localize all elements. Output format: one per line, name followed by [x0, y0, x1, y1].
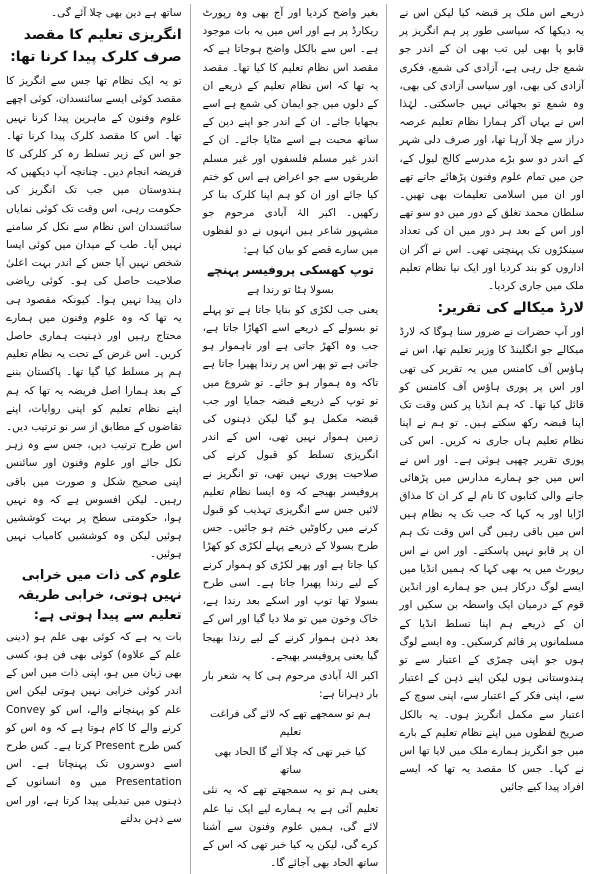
column-middle [203, 4, 388, 874]
column-right [399, 4, 584, 874]
paragraph: بغیر واضح کردیا اور آج بھی وہ رپورٹ ریکارڈ پر ہے اور اس میں یہ بات موجود ہے۔ اس سے بالکل واضح ہوجاتا ہے کہ مقصد اس نظام تعلیم کا کیا تھا۔ مقصد یہ تھا کہ اس نظام تعلیم کے ذریعے ان کے دلوں میں جو ایمان کی شمع ہے اسے بجھایا جائے۔ ان کے اندر جو اپنے دین کے ساتھ محبت ہے اسے مٹایا جائے۔ ان کے اندر غیر مسلم فلسفوں اور غیر مسلم طریقوں سے جو اعراض ہے اس کو ختم کیا جائے اور ان کو ہم اپنا کلرک بنا کر رکھیں۔ اکبر الہٰ آبادی مرحوم جو مشہور شاعر ہیں انہوں نے دو لفظوں میں سارے قصے کو بیان کیا ہے: [202, 7, 379, 256]
paragraph: یعنی ہم تو یہ سمجھتے تھے کہ یہ نئی تعلیم آئی ہے یہ ہمارے لیے ایک نیا علم لائے گی، ہمیں علوم وفنون سے آشنا کرے گی، لیکن یہ کیا خبر تھی کہ اس کے ساتھ الحاد بھی آجائے گا۔ [202, 784, 379, 870]
paragraph: ساتھ ہے دین بھی چلا آئے گی۔ [51, 7, 182, 19]
paragraph: ذریعے اس ملک پر قبضہ کیا لیکن اس نے یہ دیکھا کہ سیاسی طور پر ہم انگریز پر قابو پا بھی لیں تب بھی ان کے اندر جو شمع جل رہی ہے، آزادی کی شمع، فکری آزادی کی بھی، اور سیاسی آزادی کی بھی، وہ شمع تو بجھائی نہیں جاسکتی۔ لہٰذا اس نے یہاں آکر ہمارا نظام تعلیم عرصہ دراز سے چلا آرہا تھا، اور صرف دلی شہر کے اندر دو سو بڑے مدرسے کالج لیول کے، جن میں تمام علوم وفنون پڑھائے جاتے تھے اور ان میں اسلامی تعلیمات بھی تھیں۔ سلطان محمد تغلق کے دور میں دو سو تھے اور اس کے بعد ہر دور میں ان کی تعداد سینکڑوں تک پہنچتی تھی۔ اس نے آکر ان اداروں کو بند کردیا اور ایک نیا نظام تعلیم ملک میں جاری کردیا۔ [399, 7, 584, 293]
verse-line: ہم تو سمجھے تھے کہ لائے گی فراغت تعلیم [210, 708, 371, 739]
article-columns [6, 4, 584, 870]
section-heading: علوم کی ذات میں خرابی نہیں ہوتی، خرابی طریقہ تعلیم سے پیدا ہوتی ہے: [17, 567, 182, 623]
paragraph: اور آپ حضرات نے ضرور سنا ہوگا کہ لارڈ میکالے جو انگلینڈ کا وزیر تعلیم تھا، اس نے ہاؤس آف کامنس میں یہ تقریر کی تھی اور اس پر پوری ہاؤس آف کامنس کو قائل کیا تھا۔ کہ ہم انڈیا پر کس وقت تک اپنا قبضہ رکھ سکتے ہیں۔ تو ہم نے اپنا نظام تعلیم ہاں جاری نہ کریں۔ اس کی پوری تقریر چھپی ہوئی ہے۔ اور اس نے اس میں جو ہمارے مدارس میں پڑھائی جانے والی کتابوں کا نام لے کر ان کا مذاق اڑایا اور یہ کہا کہ جب تک یہ نظام ہیں اس میں باقی رہیں گی اس وقت تک ہم ان پر قابو نہیں پاسکتے۔ اور اس نے اس رپورٹ میں یہ بھی کہا کہ ہمیں انڈیا میں ایسے لوگ درکار ہیں جو ہمارے اور انڈین قوم کے درمیان ایک واسطہ بن سکیں اور ان کے ذریعے ہم اپنا تسلط انڈیا کے مسلمانوں پر قائم کرسکیں۔ وہ ایسے لوگ ہوں جو اپنی چمڑی کے اعتبار سے تو ہندوستانی ہوں لیکن اپنے ذہن کے اعتبار سے، اپنی فکر کے اعتبار سے، اپنی سوچ کے اعتبار سے مکمل انگریز ہوں۔ یہ بالکل صریح لفظوں میں اپنے نظام تعلیم کے بارے میں جو انگریز ہمارے ملک میں لایا تھا اس نے کہا۔ جس کا مقصد یہ تھا کہ ایسے افراد پیدا کیے جائیں [399, 326, 584, 794]
verse-line: بسولا ہٹا تو رندا ہے [247, 283, 334, 296]
verse-line: کیا خبر تھی کہ چلا آئے گا الحاد بھی ساتھ [214, 746, 367, 777]
verse-line: توپ کھسکی پروفیسر پہنچے [207, 262, 374, 277]
paragraph: اکبر الہٰ آبادی مرحوم ہی کا یہ شعر بار بار دہرانا ہے: [202, 669, 379, 701]
section-heading: لارڈ میکالے کی تقریر: [437, 300, 584, 317]
section-heading: انگریزی تعلیم کا مقصد صرف کلرک پیدا کرنا تھا: [10, 27, 182, 66]
paragraph: یعنی جب لکڑی کو بنایا جاتا ہے تو پہلے تو بسولے کے ذریعے اسے اکھاڑا جاتا ہے، جب وہ اکھڑ جاتی ہے اور ناہموار ہو جاتی ہے تو پھر اس پر رندا پھیرا جاتا ہے تاکہ وہ ہموار ہو جائے۔ تو شروع میں تو توپ کے ذریعے قبضہ جمایا اور جب قبضہ مکمل ہو گیا لیکن ذہنوں کی زمین ہموار نہیں تھی، اس کے اندر انگریزی تسلط کو قبول کرنے کی صلاحیت پوری نہیں تھی، تو انگریز نے پروفیسر بھیجے کہ وہ ایسا نظام تعلیم لائیں جس سے انگریزی تہذیب کو قبول کرنے میں رکاوٹیں ختم ہو جائیں۔ جس طرح بسولا کے ذریعے پہلے لکڑی کو کھڑا کیا جاتا ہے اور پھر لکڑی کو ہموار کرنے کے لیے رندا پھیرا جاتا ہے۔ اسی طرح بسولا تھا توپ اور اسکے بعد رندا ہے، خاک وخون میں تو ملا دیا گیا اور اس کے بعد ذہن ہموار کرنے کے لیے رندا بھیجا گیا یعنی پروفیسر بھیجے۔ [202, 303, 379, 662]
paragraph: بات یہ ہے کہ کوئی بھی علم ہو (دینی علم کے علاوہ) کوئی بھی فن ہو، کسی بھی زبان میں ہو، اپنی ذات میں اس کے اندر کوئی خرابی نہیں ہوتی لیکن اس علم کو پہنچانے والے، اس کو Convey کرنے والے کا کام ہوتا ہے کہ وہ اس کو کس طرح Present کرتا ہے۔ کس طرح اسے دوسروں تک پہنچاتا ہے۔ اس Presentation میں وہ انسانوں کے ذہنوں میں تبدیلی پیدا کرتا ہے، اور اس سے ذہن بدلتے [6, 630, 182, 825]
column-left [6, 4, 191, 874]
paragraph: تو یہ ایک نظام تھا جس سے انگریز کا مقصد کوئی ایسے سائنسدان، کوئی اچھے علوم وفنون کے ماہرین پیدا کرنا نہیں تھا۔ اس کا مقصد کلرک پیدا کرنا تھا۔ جو اس کے زیر تسلط رہ کر کلرکی کا فریضہ انجام دیں۔ چنانچہ آپ دیکھیں کہ ہندوستان میں جب تک انگریز کی حکومت رہی، اس وقت تک کوئی نمایاں سائنسدان اس نظام سے نکل کر سامنے نہیں آیا۔ طب کے میدان میں کوئی ایسا شخص نہیں آیا جس کے اندر بہت اعلیٰ صلاحیت حاصل کی ہو۔ کوئی ریاضی دان پیدا نہیں ہوا۔ کیونکہ مقصود ہی یہ تھا کہ وہ علوم وفنون میں ہمارے محتاج رہیں اور ذہنیت ہماری حاصل کریں۔ اس غرض کے تحت یہ نظام تعلیم ہم پر مسلط کیا گیا تھا۔ پاکستان بننے کے بعد ہمارا اصل فریضہ یہ تھا کہ ہم اپنے نظام تعلیم کو اپنی روایات، اپنے تقاضوں کے مطابق از سر نو ترتیب دیں۔ اس طرح ترتیب دیں، جس سے وہ زہر نکل جائے اور علوم وفنون اور سائنس اپنی صحیح شکل و صورت میں باقی رہیں۔ لیکن افسوس ہے کہ وہ نہیں ہوا، حکومتی سطح پر بہت کوششیں ہوئیں لیکن وہ کوششیں کامیاب نہیں ہوئیں۔ [6, 75, 182, 561]
